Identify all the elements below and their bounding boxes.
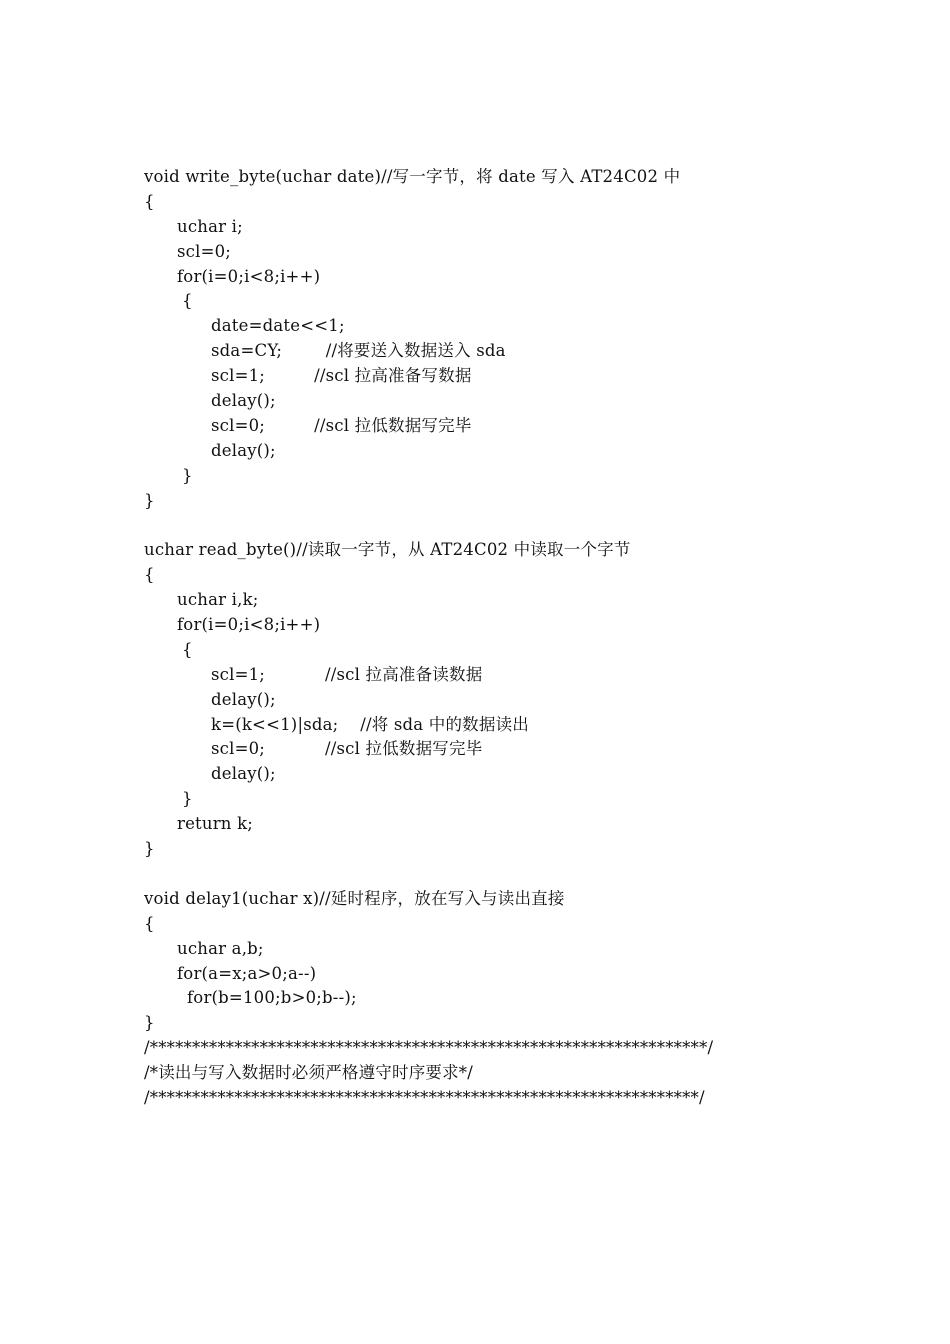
write-byte-delay-1: delay();: [211, 391, 276, 411]
comment-rule-top: /******************************************************************/: [144, 1038, 714, 1058]
read-byte-scl-high: scl=1; //scl 拉高准备读数据: [211, 664, 483, 684]
read-byte-close-brace: }: [144, 839, 155, 859]
write-byte-inner-close: }: [182, 465, 193, 485]
read-byte-decl: uchar i,k;: [177, 590, 259, 610]
write-byte-scl-high: scl=1; //scl 拉高准备写数据: [211, 366, 472, 386]
code-listing: [144, 165, 844, 1111]
read-byte-delay-1: delay();: [211, 689, 276, 709]
delay1-close-brace: }: [144, 1013, 155, 1033]
write-byte-inner-open: {: [182, 291, 193, 311]
read-byte-signature: uchar read_byte()//读取一字节，从 AT24C02 中读取一个字节: [144, 540, 631, 560]
read-byte-for-loop: for(i=0;i<8;i++): [177, 615, 321, 635]
delay1-outer-for: for(a=x;a>0;a--): [177, 963, 317, 983]
delay1-open-brace: {: [144, 913, 155, 933]
write-byte-decl: uchar i;: [177, 216, 243, 236]
comment-text: /*读出与写入数据时必须严格遵守时序要求*/: [144, 1063, 474, 1083]
read-byte-delay-2: delay();: [211, 764, 276, 784]
spacer: [144, 513, 844, 538]
write-byte-close-brace: }: [144, 490, 155, 510]
write-byte-sda-assign: sda=CY; //将要送入数据送入 sda: [211, 341, 506, 361]
write-byte-shift: date=date<<1;: [211, 316, 345, 336]
write-byte-open-brace: {: [144, 191, 155, 211]
write-byte-scl-init: scl=0;: [177, 241, 232, 261]
read-byte-open-brace: {: [144, 565, 155, 585]
read-byte-read-bit: k=(k<<1)|sda; //将 sda 中的数据读出: [211, 714, 529, 734]
write-byte-delay-2: delay();: [211, 440, 276, 460]
delay1-decl: uchar a,b;: [177, 938, 264, 958]
write-byte-scl-low: scl=0; //scl 拉低数据写完毕: [211, 415, 472, 435]
write-byte-for-loop: for(i=0;i<8;i++): [177, 266, 321, 286]
read-byte-scl-low: scl=0; //scl 拉低数据写完毕: [211, 739, 483, 759]
comment-rule-bottom: /*****************************************************************/: [144, 1087, 705, 1107]
write-byte-signature: void write_byte(uchar date)//写一字节，将 date 写入 AT24C02 中: [144, 167, 681, 186]
spacer: [144, 862, 844, 887]
read-byte-return: return k;: [177, 814, 254, 834]
read-byte-inner-close: }: [182, 789, 193, 809]
delay1-inner-for: for(b=100;b>0;b--);: [187, 988, 357, 1008]
delay1-signature: void delay1(uchar x)//延时程序，放在写入与读出直接: [144, 888, 565, 908]
read-byte-inner-open: {: [182, 639, 193, 659]
